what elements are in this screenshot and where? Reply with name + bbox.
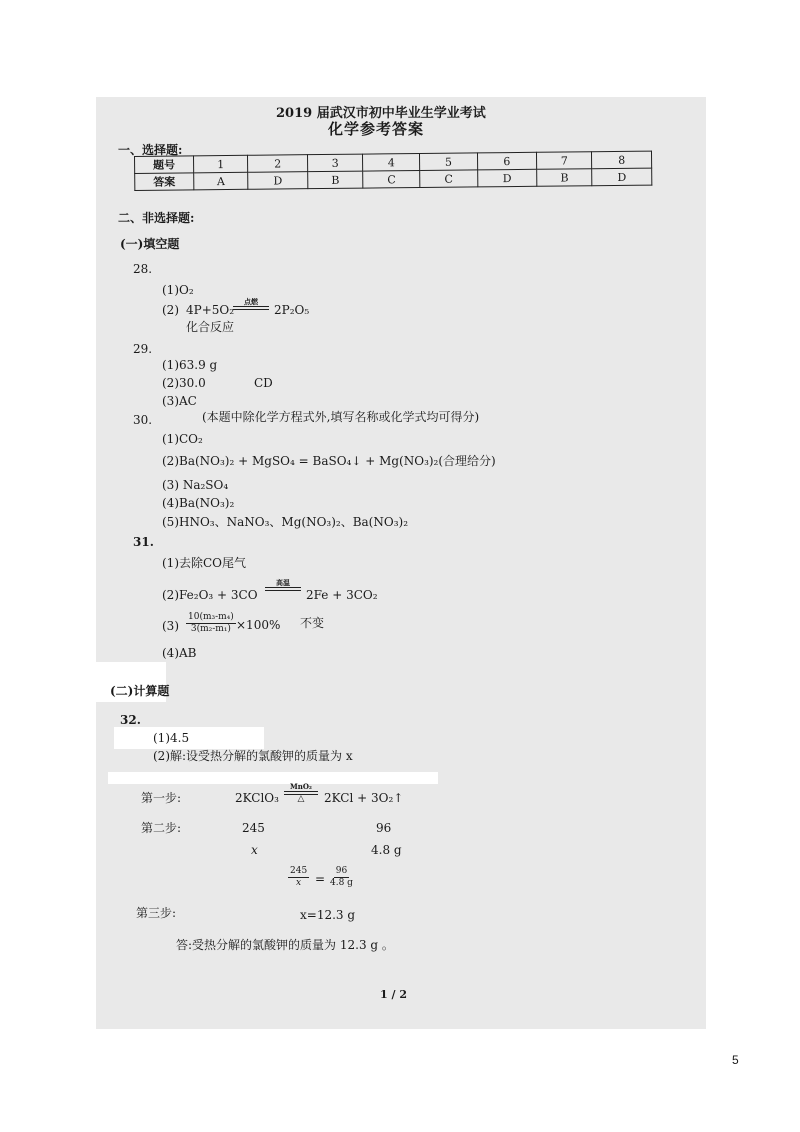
q28-number: 28. — [133, 262, 153, 276]
page-number: 5 — [732, 1053, 739, 1067]
ratio-denominator-1: x — [296, 878, 302, 888]
equals-bar — [265, 587, 301, 591]
table-cell: D — [592, 168, 652, 186]
q32-number: 32. — [120, 713, 141, 727]
exam-title: 2019 届武汉市初中毕业生学业考试 — [276, 106, 486, 121]
q30-answer-4: (4)Ba(NO₃)₂ — [162, 496, 235, 510]
q31-condition: 高温 — [276, 578, 290, 587]
step3-label: 第三步: — [136, 906, 177, 920]
q28-equation-right: 2P₂O₅ — [274, 303, 310, 317]
table-cell: 4 — [363, 154, 420, 172]
table-cell: D — [477, 169, 537, 187]
table-cell: C — [420, 170, 477, 188]
final-answer: 答:受热分解的氯酸钾的质量为 12.3 g 。 — [176, 938, 394, 952]
step2-known: 4.8 g — [371, 843, 402, 857]
ratio-numerator-2: 96 — [335, 866, 348, 876]
q28-reaction-arrow — [233, 298, 269, 310]
table-cell: A — [194, 172, 249, 190]
q31-reaction-arrow — [265, 579, 301, 591]
q30-note: (本题中除化学方程式外,填写名称或化学式均可得分) — [202, 410, 480, 424]
table-header-cell: 答案 — [135, 173, 194, 191]
q31-number: 31. — [133, 535, 154, 549]
table-cell: D — [248, 172, 308, 190]
step1-reaction-arrow — [284, 783, 318, 804]
table-cell: 3 — [307, 154, 362, 172]
q31-answer-3-label: (3) — [162, 619, 179, 633]
q31-answer-1: (1)去除CO尾气 — [162, 556, 247, 570]
table-cell: B — [308, 171, 363, 189]
answer-table — [134, 151, 652, 191]
q31-equation-left: (2)Fe₂O₃ + 3CO — [162, 588, 258, 602]
part1-title: (一)填空题 — [120, 237, 180, 251]
q28-equation-left: 4P+5O₂ — [186, 303, 235, 317]
section1-title: 一、选择题: — [118, 143, 183, 157]
q31-answer-3-extra: 不变 — [300, 616, 325, 630]
q31-equation-right: 2Fe + 3CO₂ — [306, 588, 378, 602]
table-cell: 8 — [592, 151, 652, 169]
q30-answer-5: (5)HNO₃、NaNO₃、Mg(NO₃)₂、Ba(NO₃)₂ — [162, 515, 409, 529]
heat-icon: △ — [297, 794, 305, 804]
step2-label: 第二步: — [141, 821, 182, 835]
step1-label: 第一步: — [141, 791, 182, 805]
table-cell: 6 — [477, 152, 537, 170]
doc-subtitle: 化学参考答案 — [328, 120, 425, 138]
table-cell: 7 — [537, 152, 592, 170]
q31-answer-4: (4)AB — [162, 646, 197, 660]
ratio-fraction-2 — [330, 866, 353, 889]
step2-mass-1: 245 — [242, 821, 265, 835]
step3-result: x=12.3 g — [300, 908, 356, 922]
ratio-fraction-1 — [288, 866, 309, 889]
q29-answer-3: (3)AC — [162, 394, 197, 408]
q31-percent: ×100% — [236, 618, 281, 632]
ratio-equals: = — [315, 872, 326, 886]
q30-answer-2: (2)Ba(NO₃)₂ + MgSO₄ = BaSO₄↓ + Mg(NO₃)₂(合理给分) — [162, 454, 496, 468]
q28-answer-1: (1)O₂ — [162, 283, 194, 297]
equals-bar — [233, 306, 269, 310]
step2-unknown: x — [251, 843, 258, 857]
step1-catalyst: MnO₂ — [289, 782, 312, 791]
q31-fraction-numerator: 10(m₃-m₄) — [188, 612, 234, 622]
q32-answer-1: (1)4.5 — [153, 731, 190, 745]
step1-equation-right: 2KCl + 3O₂↑ — [324, 791, 404, 805]
section2-title: 二、非选择题: — [118, 211, 195, 225]
step2-mass-2: 96 — [376, 821, 392, 835]
ratio-numerator-1: 245 — [290, 866, 308, 876]
table-cell: 2 — [248, 155, 308, 173]
q28-answer-2-label: (2) — [162, 303, 179, 317]
q29-answer-2b: CD — [254, 376, 273, 390]
q30-answer-1: (1)CO₂ — [162, 432, 203, 446]
ratio-denominator-2: 4.8 g — [330, 878, 353, 888]
q31-fraction-denominator: 3(m₂-m₁) — [190, 624, 231, 634]
q32-answer-2: (2)解:设受热分解的氯酸钾的质量为 x — [153, 749, 353, 763]
table-cell: B — [537, 169, 592, 187]
table-cell: 1 — [194, 155, 249, 173]
q29-number: 29. — [133, 342, 153, 356]
q29-answer-1: (1)63.9 g — [162, 358, 218, 372]
inner-page-number: 1 / 2 — [380, 988, 407, 1001]
q29-answer-2: (2)30.0 — [162, 376, 206, 390]
q28-condition: 点燃 — [244, 297, 258, 306]
table-cell: C — [363, 171, 420, 189]
q30-answer-3: (3) Na₂SO₄ — [162, 478, 229, 492]
table-cell: 5 — [420, 153, 477, 171]
q28-reaction-type: 化合反应 — [186, 320, 235, 334]
table-header-cell: 题号 — [135, 156, 194, 174]
q30-number: 30. — [133, 413, 153, 427]
q31-fraction — [186, 612, 236, 635]
scan-light-patch — [108, 772, 438, 784]
part2-title: (二)计算题 — [110, 684, 170, 698]
step1-equation-left: 2KClO₃ — [235, 791, 279, 805]
